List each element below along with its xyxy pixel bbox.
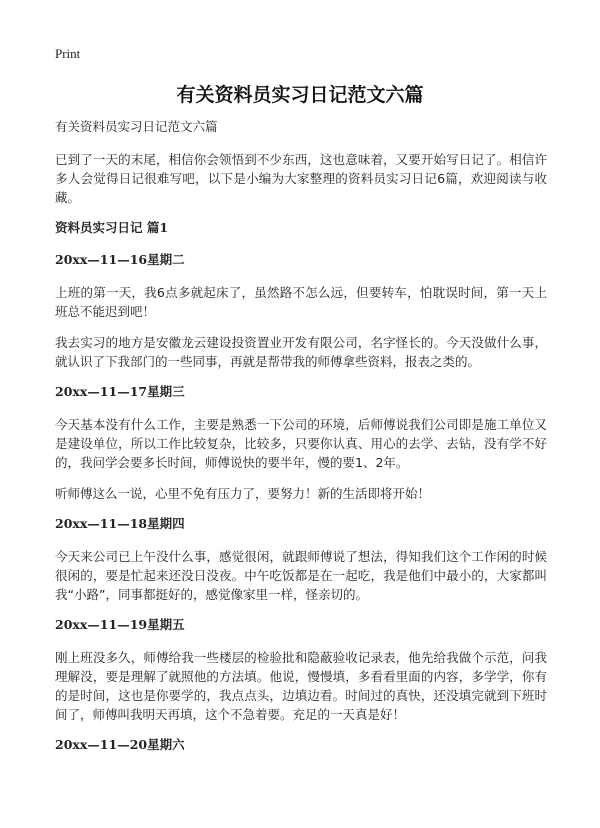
entry-date: 20xx—11—18星期四 <box>55 516 185 531</box>
print-link[interactable]: Print <box>55 46 81 61</box>
entry-date: 20xx—11—16星期二 <box>55 252 185 267</box>
entry-paragraph: 刚上班没多久，师傅给我一些楼层的检验批和隐蔽验收记录表，他先给我做个示范，问我理解没，要是理解了就照他的方法填。他说，慢慢填，多看看里面的内容，多学学，你有的是时间，这也是你要学的，我点点头，边填边看。时间过的真快，还没填完就到下班时间了，师傅叫我明天再填，这个不急着要。充足的一天真是好！ <box>55 650 547 722</box>
entry-paragraph: 今天来公司已上午没什么事，感觉很闲，就跟师傅说了想法，得知我们这个工作闲的时候很闲的，要是忙起来还没日没夜。中午吃饭都是在一起吃，我是他们中最小的，大家都叫我“小路”，同事都挺好的，感觉像家里一样，怪亲切的。 <box>55 549 547 602</box>
entry-date: 20xx—11—17星期三 <box>55 384 185 399</box>
entry-paragraph: 今天基本没有什么工作，主要是熟悉一下公司的环境，后师傅说我们公司即是施工单位又是建设单位，所以工作比较复杂，比较多，只要你认真、用心的去学、去钻，没有学不好的，我问学会要多长时间，师傅说快的要半年，慢的要1、2年。 <box>55 417 547 470</box>
section-heading: 资料员实习日记 篇1 <box>55 220 169 235</box>
entry-paragraph: 听师傅这么一说，心里不免有压力了，要努力！新的生活即将开始！ <box>55 486 431 501</box>
entry-paragraph: 我去实习的地方是安徽龙云建设投资置业开发有限公司，名字怪长的。今天没做什么事，就认识了下我部门的一些同事，再就是帮带我的师傅拿些资料，报表之类的。 <box>55 335 547 369</box>
entry-date: 20xx—11—19星期五 <box>55 617 185 632</box>
document-title: 有关资料员实习日记范文六篇 <box>176 84 424 106</box>
intro-paragraph: 已到了一天的末尾，相信你会领悟到不少东西，这也意味着，又要开始写日记了。相信许多人会觉得日记很难写吧，以下是小编为大家整理的资料员实习日记6篇，欢迎阅读与收藏。 <box>55 152 547 205</box>
document-subtitle: 有关资料员实习日记范文六篇 <box>55 119 218 134</box>
document-body <box>55 118 547 768</box>
entry-date: 20xx—11—20星期六 <box>55 737 185 752</box>
entry-paragraph: 上班的第一天，我6点多就起床了，虽然路不怎么远，但要转车，怕耽误时间，第一天上班总不能迟到吧！ <box>55 285 547 319</box>
